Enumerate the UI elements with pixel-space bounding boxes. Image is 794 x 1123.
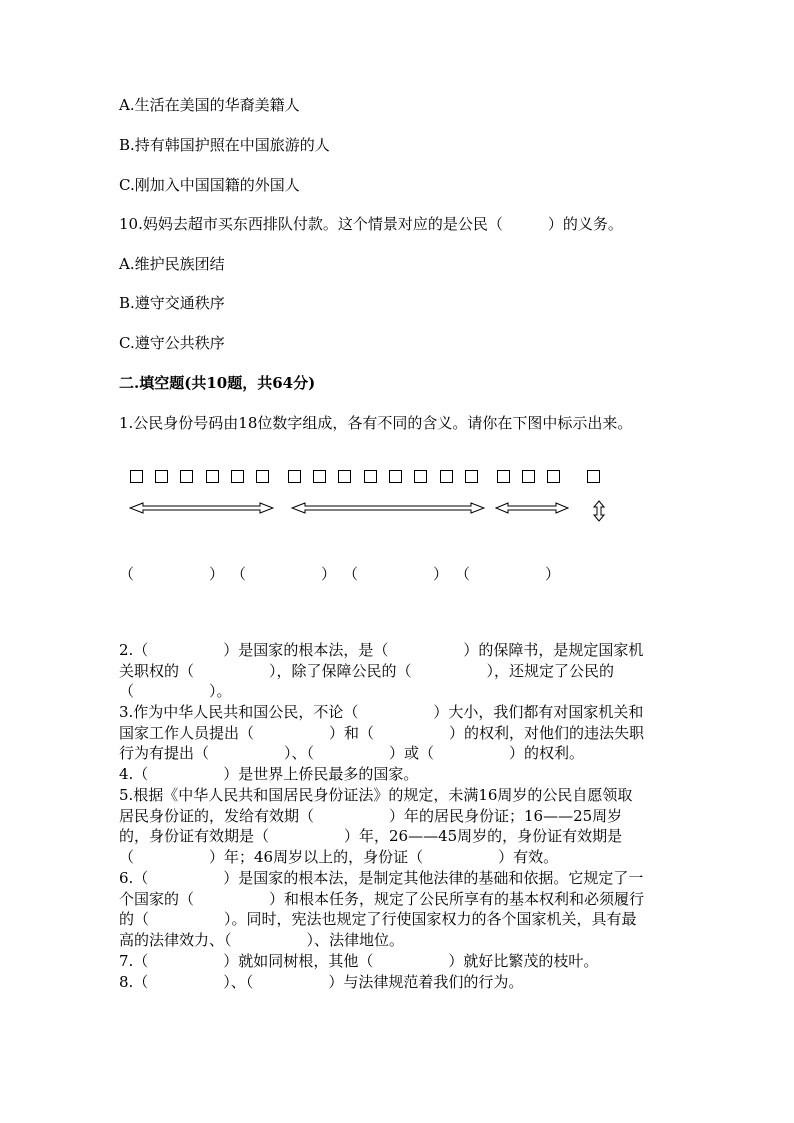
question-line: 个国家的（ ）和根本任务，规定了公民所享有的基本权利和必须履行: [119, 889, 645, 908]
fill-question-7: [119, 951, 675, 972]
question-line: 8.（ ）、（ ）与法律规范着我们的行为。: [119, 973, 524, 991]
id-digit-box: [231, 470, 244, 483]
id-segment-blank: （ ）: [119, 565, 225, 583]
question-line: 的（ ）。同时，宪法也规定了行使国家权力的各个国家机关，具有最: [119, 910, 637, 929]
id-digit-box: [547, 470, 560, 483]
id-digit-box: [522, 470, 535, 483]
fill-question-1-stem: 1.公民身份号码由18位数字组成，各有不同的含义。请你在下图中标示出来。: [119, 414, 633, 432]
id-digit-box: [313, 470, 326, 483]
id-digit-box: [414, 470, 427, 483]
double-arrow-icon: [495, 502, 569, 514]
id-digit-box: [465, 470, 478, 483]
id-digit-box: [338, 470, 351, 483]
fill-question-5: [119, 785, 675, 867]
question-line: 的，身份证有效期是（ ）年，26——45周岁的，身份证有效期是: [119, 827, 623, 846]
question-10-stem: 10.妈妈去超市买东西排队付款。这个情景对应的是公民（ ）的义务。: [119, 215, 623, 233]
option-b: B.持有韩国护照在中国旅游的人: [119, 136, 330, 154]
id-digit-box: [440, 470, 453, 483]
question-line: 行为有提出（ ）、（ ）或（ ）的权利。: [119, 744, 585, 763]
fill-question-2: [119, 640, 675, 702]
double-arrow-icon: [129, 502, 274, 514]
id-digit-box: [389, 470, 402, 483]
double-arrow-icon: [291, 502, 485, 514]
fill-question-8: [119, 972, 675, 993]
id-digit-box: [130, 470, 143, 483]
question-line: 3.作为中华人民共和国公民，不论（ ）大小，我们都有对国家机关和: [119, 703, 644, 721]
q10-option-b: B.遵守交通秩序: [119, 294, 225, 312]
id-digit-box: [180, 470, 193, 483]
option-a: A.生活在美国的华裔美籍人: [119, 96, 300, 114]
question-line: 国家工作人员提出（ ）和（ ）的权利，对他们的违法失职: [119, 723, 645, 742]
question-line: 高的法律效力、（ ）、法律地位。: [119, 930, 405, 949]
id-digit-box: [587, 470, 600, 483]
fill-question-6: [119, 868, 675, 950]
id-segment-blank: （ ）: [455, 565, 561, 583]
question-line: 7.（ ）就如同树根，其他（ ）就好比繁茂的枝叶。: [119, 952, 599, 970]
fill-question-4: [119, 764, 675, 785]
question-line: 5.根据《中华人民共和国居民身份证法》的规定，未满16周岁的公民自愿领取: [119, 786, 633, 804]
section-title: 二.填空题(共10题，共64分): [119, 374, 316, 392]
up-down-arrow-icon: [593, 500, 605, 522]
id-digit-box: [288, 470, 301, 483]
question-line: 6.（ ）是国家的根本法，是制定其他法律的基础和依据。它规定了一: [119, 869, 644, 887]
question-line: 2.（ ）是国家的根本法，是（ ）的保障书，是规定国家机: [119, 641, 644, 659]
id-segment-blank: （ ）: [231, 565, 337, 583]
fill-question-3: [119, 702, 675, 764]
question-line: 居民身份证的，发给有效期（ ）年的居民身份证；16——25周岁: [119, 806, 623, 825]
question-line: （ ）年；46周岁以上的，身份证（ ）有效。: [119, 847, 559, 866]
id-digit-box: [497, 470, 510, 483]
question-line: 4.（ ）是世界上侨民最多的国家。: [119, 765, 419, 783]
id-digit-box: [364, 470, 377, 483]
id-digit-box: [256, 470, 269, 483]
option-c: C.刚加入中国国籍的外国人: [119, 176, 300, 194]
q10-option-c: C.遵守公共秩序: [119, 334, 225, 352]
question-line: 关职权的（ ），除了保障公民的（ ），还规定了公民的: [119, 661, 615, 680]
id-segment-blank: （ ）: [343, 565, 449, 583]
q10-option-a: A.维护民族团结: [119, 255, 225, 273]
id-digit-box: [206, 470, 219, 483]
question-line: （ ）。: [119, 682, 232, 701]
id-digit-box: [155, 470, 168, 483]
